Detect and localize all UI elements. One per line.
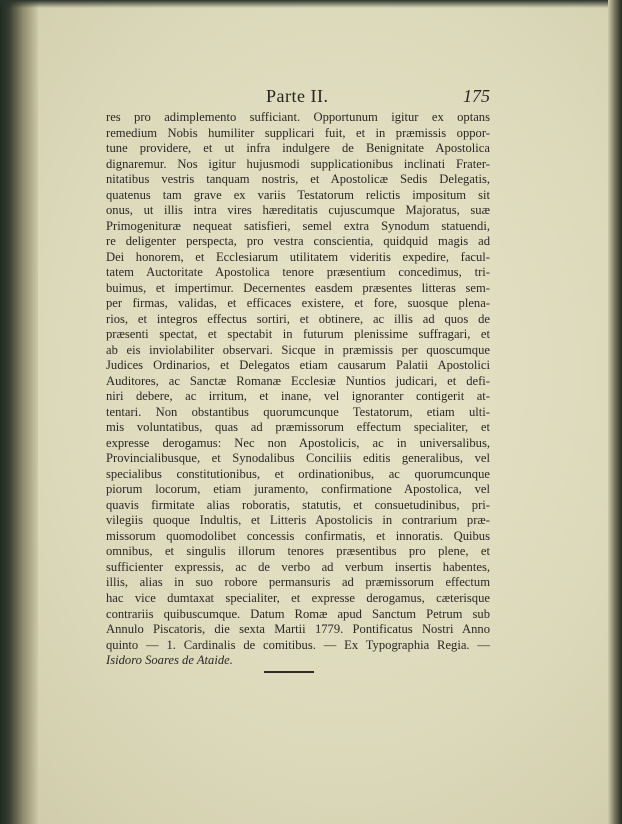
text-line: illis, alias in suo robore permansuris ad præmissorum effectum <box>106 575 490 590</box>
text-line: dignaremur. Nos igitur hujusmodi supplicationibus inclinati Frater- <box>106 156 490 171</box>
text-line: re deligenter perspecta, pro vestra conscientia, quidquid magis ad <box>106 234 490 249</box>
text-line: expresse derogamus: Nec non Apostolicis, ac in universalibus, <box>106 435 490 450</box>
text-line: tune providere, et ut infra indulgere de Benignitate Apostolica <box>106 141 490 156</box>
text-line: Auditores, ac Sanctæ Romanæ Ecclesiæ Nuntios judicari, et defi- <box>106 373 490 388</box>
text-line: mis voluntatibus, quas ad præmissorum effectum specialiter, et <box>106 420 490 435</box>
running-head: Parte II. <box>266 86 329 106</box>
text-line: quavis firmitate alias roboratis, statutis, et consuetudinibus, pri- <box>106 497 490 512</box>
text-line: nitatibus vestris tanquam nostris, et Apostolicæ Sedis Delegatis, <box>106 172 490 187</box>
text-line: hac vice dumtaxat specialiter, et expresse derogamus, cæterisque <box>106 590 490 605</box>
page-top-edge <box>0 0 622 8</box>
text-line: missorum quomodolibet concessis confirmatis, et innoratis. Quibus <box>106 528 490 543</box>
text-line: buimus, et impertimur. Decernentes easdem præsentes litteras sem- <box>106 280 490 295</box>
text-line: ab eis inviolabiliter observari. Sicque in præmissis per quoscumque <box>106 342 490 357</box>
text-line: præsenti spectat, et spectabit in futurum plenissime suffragari, et <box>106 327 490 342</box>
body-text <box>106 110 490 669</box>
text-line: specialibus constitutionibus, et ordinationibus, ac quorumcunque <box>106 466 490 481</box>
text-line: Annulo Piscatoris, die sexta Martii 1779. Pontificatus Nostri Anno <box>106 622 490 637</box>
text-line: quinto — 1. Cardinalis de comitibus. — Ex Typographia Regia. — <box>106 637 490 652</box>
text-line: contrariis quibuscumque. Datum Romæ apud Sanctum Petrum sub <box>106 606 490 621</box>
text-line: Primogenituræ nequeat satisfieri, semel extra Synodum statuendi, <box>106 218 490 233</box>
page-number: 175 <box>463 86 490 106</box>
page-header <box>106 86 490 112</box>
text-line: piorum locorum, etiam juramento, confirmatione Apostolica, vel <box>106 482 490 497</box>
text-line: Provincialibusque, et Synodalibus Conciliis editis generalibus, vel <box>106 451 490 466</box>
text-line: per firmas, validas, et efficaces existere, et fore, suosque plena- <box>106 296 490 311</box>
text-line: Dei honorem, et Ecclesiarum utilitatem videritis expedire, facul- <box>106 249 490 264</box>
signature-line: Isidoro Soares de Ataide. <box>106 653 233 668</box>
text-line: remedium Nobis humiliter supplicari fuit, et in præmissis oppor- <box>106 125 490 140</box>
text-line: niri debere, ac irritum, et inane, vel ignoranter contigerit at- <box>106 389 490 404</box>
text-line: tatem Auctoritate Apostolica tenore præsentium concedimus, tri- <box>106 265 490 280</box>
text-line: omnibus, et singulis illorum tenores præsentibus pro plene, et <box>106 544 490 559</box>
page-right-edge <box>608 0 622 824</box>
text-line: tentari. Non obstantibus quorumcunque Testatorum, etiam ulti- <box>106 404 490 419</box>
text-line: rios, et integros effectus sortiri, et obtinere, ac illis ad quos de <box>106 311 490 326</box>
text-line: quatenus tam grave ex variis Testatorum relictis impositum sit <box>106 187 490 202</box>
text-line: Judices Ordinarios, et Delegatos etiam causarum Palatii Apostolici <box>106 358 490 373</box>
closing-rule <box>264 671 314 673</box>
text-line: vilegiis quoque Indultis, et Litteris Apostolicis in contrarium præ- <box>106 513 490 528</box>
text-line: onus, ut illis intra vires hæreditatis cujuscumque Majoratus, suæ <box>106 203 490 218</box>
binding-gutter <box>0 0 38 824</box>
text-line: res pro adimplemento sufficiant. Opportunum igitur ex optans <box>106 110 490 124</box>
text-line: sufficienter expressis, ac de verbo ad verbum insertis habentes, <box>106 559 490 574</box>
